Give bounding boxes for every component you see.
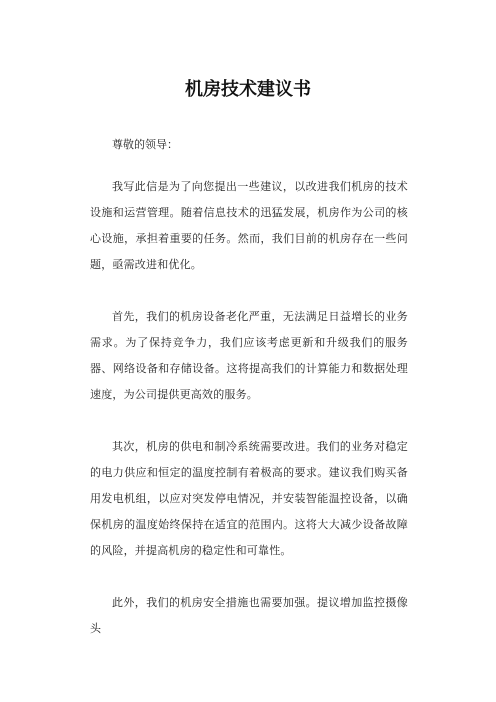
document-title: 机房技术建议书 (185, 79, 311, 100)
paragraph: 首先，我们的机房设备老化严重，无法满足日益增长的业务需求。为了保持竞争力，我们应该考虑更新和升级我们的服务器、网络设备和存储设备。这将提高我们的计算能力和数据处理速度，为公司提供更高效的服务。 (90, 310, 408, 401)
document-body (90, 136, 408, 668)
paragraph: 我写此信是为了向您提出一些建议，以改进我们机房的技术设施和运营管理。随着信息技术的迅猛发展，机房作为公司的核心设施，承担着重要的任务。然而，我们目前的机房存在一些问题，亟需改进和优化。 (90, 180, 408, 271)
paragraph: 此外，我们的机房安全措施也需要加强。提议增加监控摄像头 (90, 596, 408, 635)
greeting: 尊敬的领导： (112, 138, 178, 151)
paragraph: 其次，机房的供电和制冷系统需要改进。我们的业务对稳定的电力供应和恒定的温度控制有着极高的要求。建议我们购买备用发电机组，以应对突发停电情况，并安装智能温控设备，以确保机房的温度始终保持在适宜的范围内。这将大大减少设备故障的风险，并提高机房的稳定性和可靠性。 (90, 440, 408, 557)
